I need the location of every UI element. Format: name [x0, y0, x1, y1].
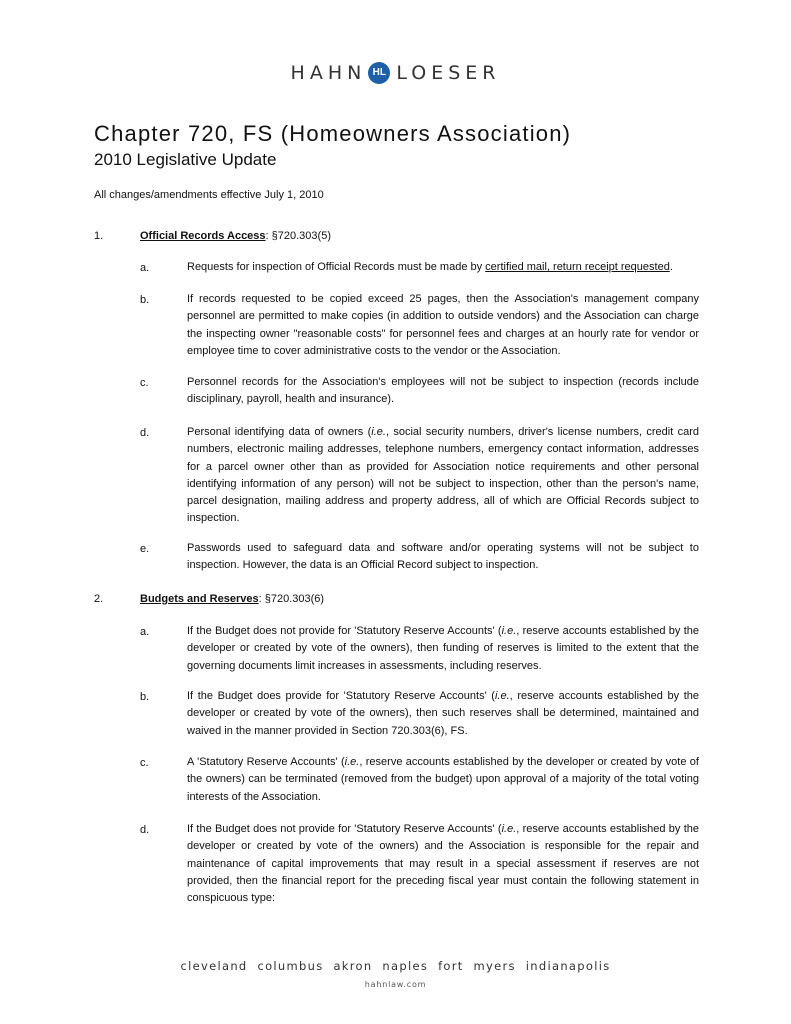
section-heading-title: Official Records Access: [140, 230, 266, 242]
item-text-part: .: [669, 261, 673, 273]
section-number: 2.: [94, 593, 104, 605]
section-heading-title: Budgets and Reserves: [140, 593, 259, 605]
item-text: [187, 259, 699, 276]
item-text-part: If the Budget does not provide for 'Statutory Reserve Accounts' (: [187, 625, 502, 637]
section-heading: [140, 593, 324, 605]
item-text: Passwords used to safeguard data and software and/or operating systems will not be subject to inspection. However, the data is an Official Record subject to inspection.: [187, 542, 699, 572]
item-text-part: A 'Statutory Reserve Accounts' (: [187, 756, 345, 768]
item-letter: a.: [140, 626, 150, 638]
logo-mark-text: HL: [372, 67, 386, 78]
item-text-part: Personal identifying data of owners (: [187, 426, 372, 438]
item-letter: b.: [140, 691, 150, 703]
item-text-italic: i.e.: [501, 625, 517, 637]
effective-date-note: All changes/amendments effective July 1, 2010: [94, 189, 324, 201]
section-heading: [140, 230, 331, 242]
item-letter: d.: [140, 427, 150, 439]
section-heading-ref: : §720.303(6): [258, 593, 325, 605]
item-text: [187, 754, 699, 806]
item-text-italic: i.e.: [344, 756, 360, 768]
item-letter: b.: [140, 294, 150, 306]
section-heading-ref: : §720.303(5): [265, 230, 331, 242]
item-text-part: , reserve accounts established by the developer or created by vote of the owners), then such reserves shall be determined, maintained and waived in the manner provided in Section 720.303(6), FS.: [187, 690, 699, 737]
item-letter: e.: [140, 543, 150, 555]
item-text-underlined: certified mail, return receipt requested: [485, 261, 670, 273]
item-text-part: If the Budget does provide for 'Statutory Reserve Accounts' (: [187, 690, 495, 702]
item-text: [187, 623, 699, 675]
item-text-part: , reserve accounts established by the developer or created by vote of the owners), then funding of reserves is limited to the extent that the governing documents limit increases in assessments, including reserves.: [187, 625, 699, 672]
page-subtitle: 2010 Legislative Update: [94, 150, 277, 169]
item-letter: a.: [140, 262, 150, 274]
item-text-part: Requests for inspection of Official Records must be made by: [187, 261, 486, 273]
item-letter: d.: [140, 824, 150, 836]
logo-right-text: LOESER: [396, 62, 501, 84]
page-title: Chapter 720, FS (Homeowners Association): [94, 121, 572, 146]
item-text-part: , social security numbers, driver's license numbers, credit card numbers, electronic mailing addresses, telephone numbers, emergency contact information, addresses for a parcel owner other than as provided for Association notice requirements and other personal identifying information of any person) will not be subject to inspection, other than the person's name, parcel designation, mailing address and property address, all of which are Official Records subject to inspection.: [187, 426, 699, 525]
item-text-part: , reserve accounts established by the developer or created by vote of the owners) and the Association is responsible for the repair and maintenance of capital improvements that may result in a special assessment if reserves are not provided, then the financial report for the preceding fiscal year must contain the following statement in conspicuous type:: [187, 823, 699, 905]
item-text-italic: i.e.: [501, 823, 517, 835]
footer-website: hahnlaw.com: [364, 980, 427, 989]
item-text: [187, 821, 699, 907]
item-text-part: If the Budget does not provide for 'Statutory Reserve Accounts' (: [187, 823, 502, 835]
section-number: 1.: [94, 230, 104, 242]
item-letter: c.: [140, 757, 149, 769]
hahn-loeser-logo: [0, 62, 791, 84]
item-letter: c.: [140, 377, 149, 389]
item-text: If records requested to be copied exceed 25 pages, then the Association's management company personnel are permitted to make copies (in addition to outside vendors) and the Association can charge the inspecting owner "reasonable costs" for personnel fees and charges at an hourly rate for vendor or employee time to cover administrative costs to the vendor or the Association.: [187, 293, 699, 357]
footer-office-locations: cleveland columbus akron naples fort myers indianapolis: [180, 959, 611, 973]
logo-left-text: HAHN: [290, 62, 367, 84]
item-text-part: , reserve accounts established by the developer or created by vote of the owners) can be terminated (removed from the budget) upon approval of a majority of the total voting interests of the Association.: [187, 756, 699, 803]
logo-mark-icon: [368, 62, 390, 84]
item-text: [187, 688, 699, 740]
item-text-italic: i.e.: [494, 690, 510, 702]
item-text-italic: i.e.: [371, 426, 386, 438]
item-text: [187, 424, 699, 528]
item-text: Personnel records for the Association's employees will not be subject to inspection (records include disciplinary, payroll, health and insurance).: [187, 376, 699, 406]
